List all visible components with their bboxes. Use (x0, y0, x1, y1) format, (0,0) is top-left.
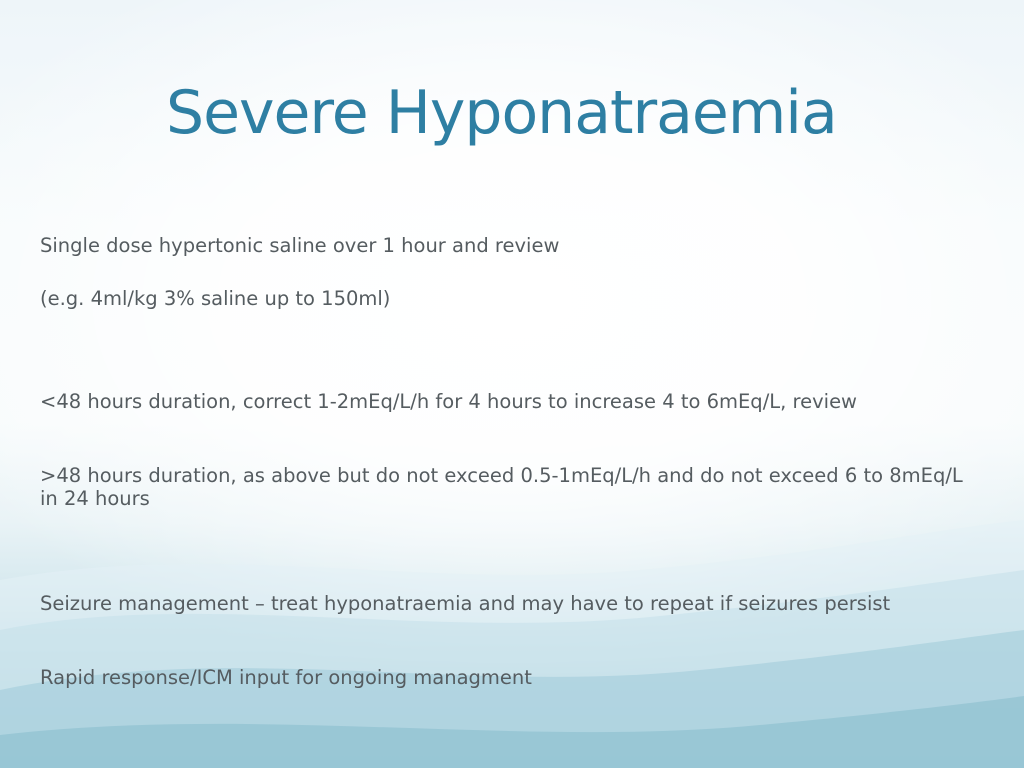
background-wave-decoration (0, 520, 1024, 768)
slide-title: Severe Hyponatraemia (166, 78, 837, 148)
body-paragraph-6: Rapid response/ICM input for ongoing managment (40, 666, 532, 689)
body-paragraph-5: Seizure management – treat hyponatraemia and may have to repeat if seizures persist (40, 592, 891, 615)
body-paragraph-4: >48 hours duration, as above but do not exceed 0.5-1mEq/L/h and do not exceed 6 to 8mEq/L in 24 hours (40, 464, 963, 510)
body-paragraph-2: (e.g. 4ml/kg 3% saline up to 150ml) (40, 287, 391, 310)
body-paragraph-1: Single dose hypertonic saline over 1 hour and review (40, 234, 560, 257)
body-paragraph-3: <48 hours duration, correct 1-2mEq/L/h for 4 hours to increase 4 to 6mEq/L, review (40, 390, 858, 413)
